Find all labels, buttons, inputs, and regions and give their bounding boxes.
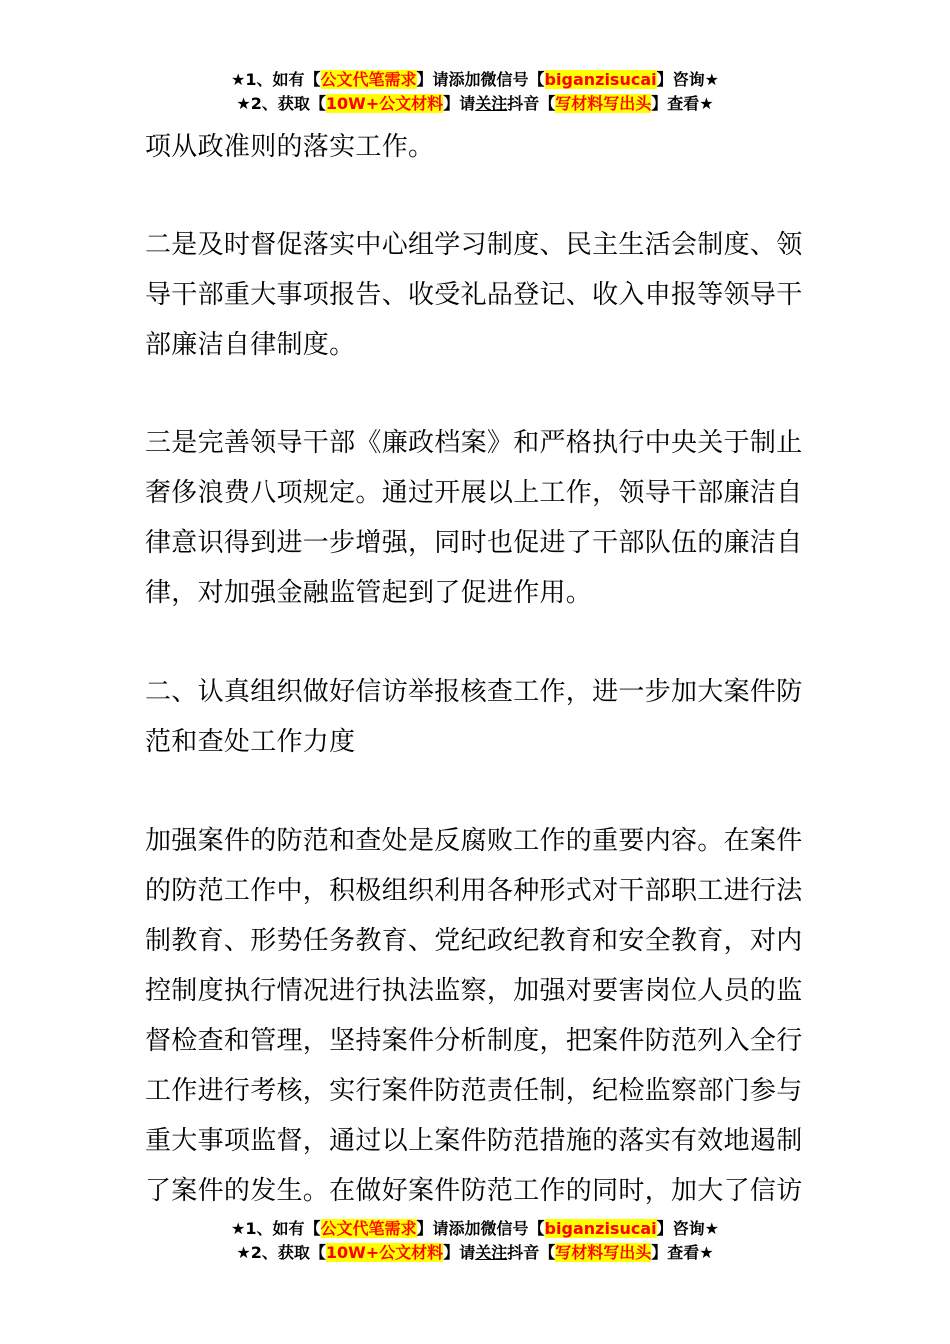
- text-line: 范和查处工作力度: [145, 727, 356, 757]
- banner-text: ★2、获取【: [236, 94, 326, 113]
- text-line: 制教育、形势任务教育、党纪政纪教育和安全教育，对内: [145, 926, 803, 956]
- section-heading: [145, 667, 810, 767]
- text-line: 的防范工作中，积极组织利用各种形式对干部职工进行法: [145, 876, 803, 906]
- banner-highlight: 公文代笔需求: [320, 1219, 417, 1238]
- text-line: 项从政准则的落实工作。: [145, 132, 435, 162]
- text-line: 工作进行考核，实行案件防范责任制，纪检监察部门参与: [145, 1076, 803, 1106]
- banner-text: 】请添加微信号【: [416, 70, 545, 89]
- banner-highlight: 公文代笔需求: [320, 70, 417, 89]
- banner-text: ★2、获取【: [236, 1243, 326, 1262]
- banner-text: 抖音【: [507, 94, 556, 113]
- banner-highlight: 10W+公文材料: [325, 94, 444, 113]
- banner-text: 】咨询★: [656, 70, 719, 89]
- banner-highlight: 10W+公文材料: [325, 1243, 444, 1262]
- banner-line-2: [0, 1241, 950, 1265]
- paragraph: [145, 816, 810, 1216]
- text-line: 律意识得到进一步增强，同时也促进了干部队伍的廉洁自: [145, 528, 803, 558]
- douyin-account-highlight: 写材料写出头: [555, 94, 652, 113]
- banner-text: 】请: [443, 94, 476, 113]
- text-line: 督检查和管理，坚持案件分析制度，把案件防范列入全行: [145, 1026, 803, 1056]
- text-line: 重大事项监督，通过以上案件防范措施的落实有效地遏制: [145, 1126, 803, 1156]
- wechat-id-highlight: biganzisucai: [544, 1219, 657, 1238]
- text-line: 导干部重大事项报告、收受礼品登记、收入申报等领导干: [145, 280, 803, 310]
- paragraph: [145, 122, 810, 172]
- footer-banner: [0, 1217, 950, 1265]
- banner-line-1: [0, 1217, 950, 1241]
- banner-text: 】查看★: [651, 94, 714, 113]
- text-line: 三是完善领导干部《廉政档案》和严格执行中央关于制止: [145, 428, 803, 458]
- banner-text: 】查看★: [651, 1243, 714, 1262]
- douyin-account-highlight: 写材料写出头: [555, 1243, 652, 1262]
- text-line: 奢侈浪费八项规定。通过开展以上工作，领导干部廉洁自: [145, 478, 803, 508]
- banner-text: ★1、如有【: [231, 70, 321, 89]
- banner-text: 抖音【: [507, 1243, 556, 1262]
- banner-text: 】请: [443, 1243, 476, 1262]
- banner-text: ★1、如有【: [231, 1219, 321, 1238]
- paragraph: [145, 220, 810, 370]
- text-line: 律，对加强金融监管起到了促进作用。: [145, 578, 593, 608]
- banner-underlined-text: 关注: [475, 94, 508, 113]
- wechat-id-highlight: biganzisucai: [544, 70, 657, 89]
- text-line: 二是及时督促落实中心组学习制度、民主生活会制度、领: [145, 230, 803, 260]
- text-line: 部廉洁自律制度。: [145, 330, 356, 360]
- header-banner: [0, 68, 950, 116]
- banner-underlined-text: 关注: [475, 1243, 508, 1262]
- text-line: 了案件的发生。在做好案件防范工作的同时，加大了信访: [145, 1176, 803, 1206]
- text-line: 二、认真组织做好信访举报核查工作，进一步加大案件防: [145, 677, 803, 707]
- banner-line-1: [0, 68, 950, 92]
- text-line: 加强案件的防范和查处是反腐败工作的重要内容。在案件: [145, 826, 803, 856]
- text-line: 控制度执行情况进行执法监察，加强对要害岗位人员的监: [145, 976, 803, 1006]
- paragraph: [145, 418, 810, 618]
- banner-text: 】咨询★: [656, 1219, 719, 1238]
- banner-line-2: [0, 92, 950, 116]
- banner-text: 】请添加微信号【: [416, 1219, 545, 1238]
